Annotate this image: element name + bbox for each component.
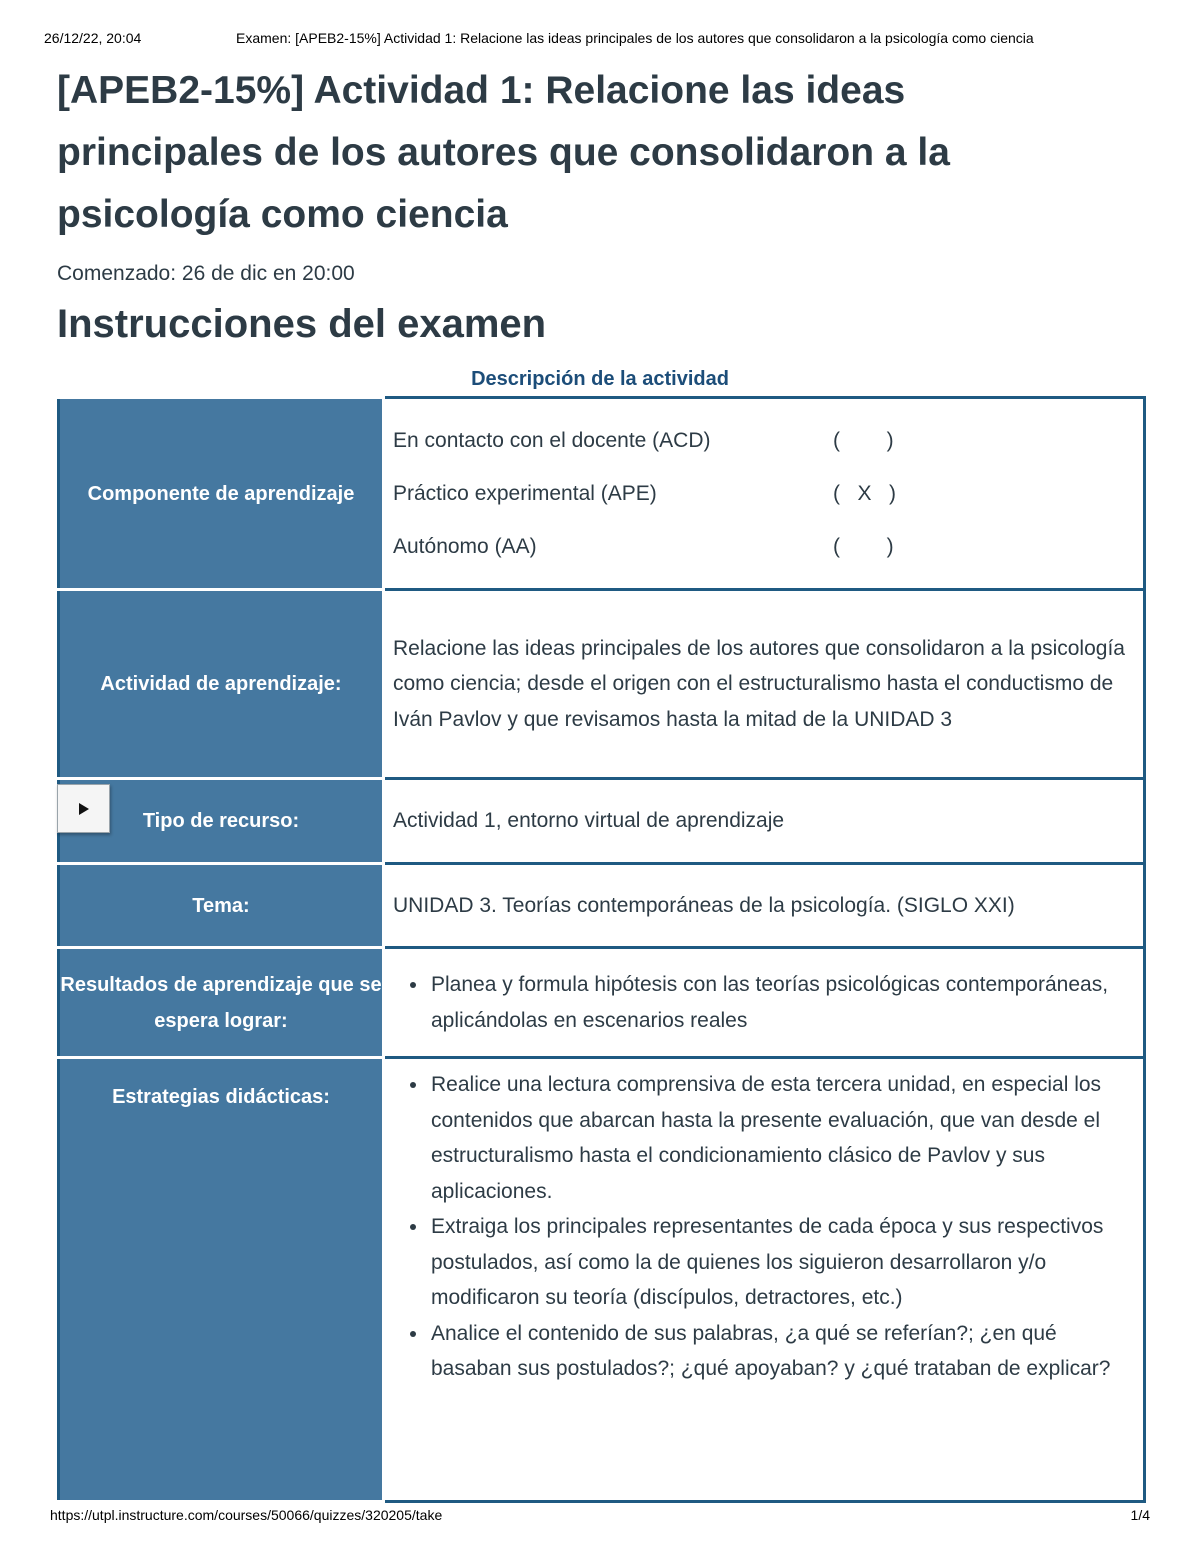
componente-option bbox=[393, 414, 1133, 467]
play-icon bbox=[78, 802, 90, 816]
row-componente bbox=[59, 398, 1145, 590]
list-item: • Analice el contenido de sus palabras, ¿a qué se referían?; ¿en qué basaban sus postulados?; ¿qué apoyaban? y ¿qué trataban de explicar? bbox=[429, 1316, 1133, 1387]
resultados-value bbox=[384, 948, 1145, 1058]
tipo-label: Tipo de recurso: bbox=[59, 779, 384, 864]
componente-option-text: Autónomo (AA) bbox=[393, 535, 537, 558]
componente-option bbox=[393, 467, 1133, 520]
list-item: • Planea y formula hipótesis con las teorías psicológicas contemporáneas, aplicándolas en escenarios reales bbox=[429, 967, 1133, 1038]
print-header bbox=[44, 30, 1154, 50]
print-datetime: 26/12/22, 20:04 bbox=[44, 30, 142, 46]
row-resultados bbox=[59, 948, 1145, 1058]
page-url[interactable]: https://utpl.instructure.com/courses/50066/quizzes/320205/take bbox=[50, 1507, 443, 1523]
componente-value bbox=[384, 398, 1145, 590]
actividad-label: Actividad de aprendizaje: bbox=[59, 590, 384, 779]
instructions-heading: Instrucciones del examen bbox=[57, 302, 547, 346]
row-tema bbox=[59, 864, 1145, 948]
actividad-value: Relacione las ideas principales de los autores que consolidaron a la psicología como ciencia; desde el origen con el estructuralismo hasta el conductismo de Iván Pavlov y que revisamos hasta la mitad de la UNIDAD 3 bbox=[384, 590, 1145, 779]
estrategias-label: Estrategias didácticas: bbox=[59, 1058, 384, 1502]
page-number: 1/4 bbox=[1130, 1507, 1150, 1523]
resultados-list bbox=[393, 967, 1133, 1038]
row-actividad bbox=[59, 590, 1145, 779]
componente-option-text: En contacto con el docente (ACD) bbox=[393, 429, 711, 452]
componente-option-mark: ( ) bbox=[833, 535, 894, 558]
componente-option-text: Práctico experimental (APE) bbox=[393, 482, 657, 505]
print-document-title: Examen: [APEB2-15%] Actividad 1: Relacione las ideas principales de los autores que consolidaron a la psicología como ciencia bbox=[236, 30, 1034, 46]
tipo-value: Actividad 1, entorno virtual de aprendizaje bbox=[384, 779, 1145, 864]
estrategias-list bbox=[393, 1067, 1133, 1387]
activity-description-table bbox=[57, 396, 1146, 1503]
resultados-label: Resultados de aprendizaje que se espera lograr: bbox=[59, 948, 384, 1058]
row-estrategias bbox=[59, 1058, 1145, 1502]
list-item: • Extraiga los principales representantes de cada época y sus respectivos postulados, así como la de quienes los siguieron desarrollaron y/o modificaron su teoría (discípulos, detractores, etc.) bbox=[429, 1209, 1133, 1316]
list-item: • Realice una lectura comprensiva de esta tercera unidad, en especial los contenidos que abarcan hasta la presente evaluación, que van desde el estructuralismo hasta el condicionamiento clásico de Pavlov y sus aplicaciones. bbox=[429, 1067, 1133, 1209]
componente-label: Componente de aprendizaje bbox=[59, 398, 384, 590]
estrategias-value bbox=[384, 1058, 1145, 1502]
row-tipo bbox=[59, 779, 1145, 864]
componente-option-mark: ( X ) bbox=[833, 482, 896, 505]
started-timestamp: Comenzado: 26 de dic en 20:00 bbox=[57, 262, 355, 285]
table-caption: Descripción de la actividad bbox=[471, 368, 729, 390]
componente-option bbox=[393, 520, 1133, 573]
quiz-title: [APEB2-15%] Actividad 1: Relacione las ideas principales de los autores que consolidaron a la psicología como ciencia bbox=[57, 69, 950, 236]
play-button[interactable] bbox=[57, 784, 110, 833]
tema-value: UNIDAD 3. Teorías contemporáneas de la psicología. (SIGLO XXI) bbox=[384, 864, 1145, 948]
componente-option-mark: ( ) bbox=[833, 429, 894, 452]
tema-label: Tema: bbox=[59, 864, 384, 948]
